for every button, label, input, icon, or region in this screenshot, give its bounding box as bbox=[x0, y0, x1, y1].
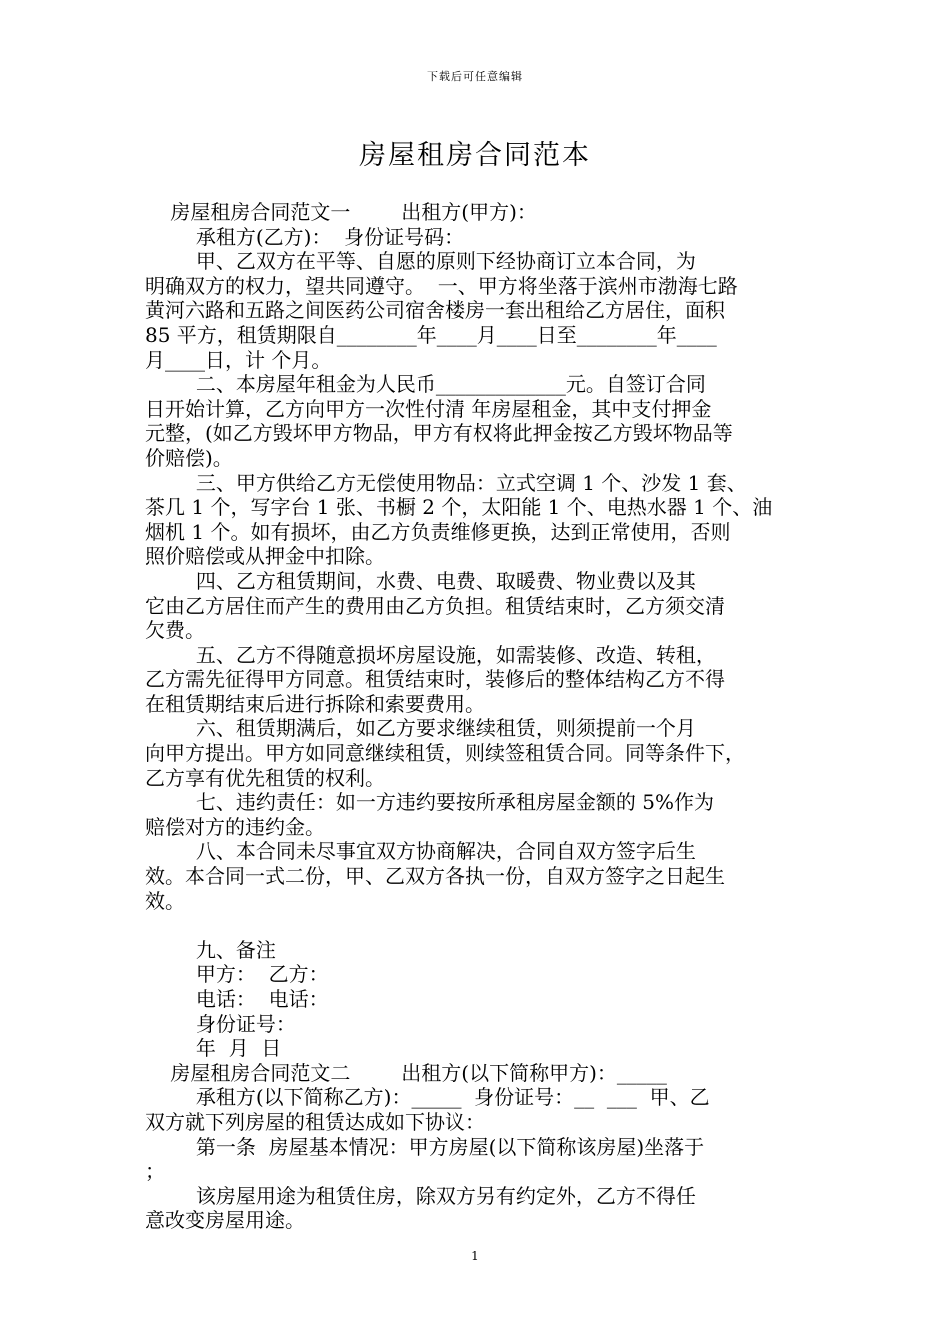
text-line: 效。 bbox=[145, 888, 185, 913]
text-line: 日开始计算，乙方向甲方一次性付清 年房屋租金，其中支付押金 bbox=[145, 396, 712, 421]
text-line: 效。本合同一式二份，甲、乙双方各执一份，自双方签字之日起生 bbox=[145, 864, 725, 889]
text-line: 价赔偿)。 bbox=[145, 445, 233, 470]
text-line: 黄河六路和五路之间医药公司宿舍楼房一套出租给乙方居住，面积 bbox=[145, 298, 725, 323]
text-line: ； bbox=[145, 1159, 165, 1184]
text-line: 七、违约责任：如一方违约要按所承租房屋金额的 5%作为 bbox=[145, 790, 714, 815]
text-line: 五、乙方不得随意损坏房屋设施，如需装修、改造、转租， bbox=[145, 642, 716, 667]
text-line: 明确双方的权力，望共同遵守。 一、甲方将坐落于滨州市渤海七路 bbox=[145, 273, 738, 298]
text-line: 乙方享有优先租赁的权利。 bbox=[145, 765, 385, 790]
text-line: 三、甲方供给乙方无偿使用物品：立式空调 1 个、沙发 1 套、 bbox=[145, 470, 747, 495]
text-line: 年 月 日 bbox=[145, 1036, 282, 1061]
text-line: 房屋租房合同范文一 出租方(甲方)： bbox=[145, 200, 537, 224]
text-line: 甲方： 乙方： bbox=[145, 962, 329, 987]
page-number: 1 bbox=[471, 1249, 479, 1263]
text-line: 烟机 1 个。如有损坏，由乙方负责维修更换，达到正常使用，否则 bbox=[145, 519, 731, 544]
text-line: 八、本合同未尽事宜双方协商解决，合同自双方签字后生 bbox=[145, 839, 696, 864]
text-line: 第一条 房屋基本情况：甲方房屋(以下简称该房屋)坐落于 bbox=[145, 1134, 705, 1159]
text-line: 该房屋用途为租赁住房，除双方另有约定外，乙方不得任 bbox=[145, 1183, 696, 1208]
text-line: 身份证号： bbox=[145, 1011, 296, 1036]
text-line: 乙方需先征得甲方同意。租赁结束时，装修后的整体结构乙方不得 bbox=[145, 667, 725, 692]
text-line: 四、乙方租赁期间，水费、电费、取暖费、物业费以及其 bbox=[145, 568, 696, 593]
text-line: 赔偿对方的违约金。 bbox=[145, 814, 325, 839]
text-line: 电话： 电话： bbox=[145, 987, 329, 1011]
text-line: 元整，(如乙方毁坏甲方物品，甲方有权将此押金按乙方毁坏物品等 bbox=[145, 421, 733, 446]
text-line: 照价赔偿或从押金中扣除。 bbox=[145, 544, 385, 569]
text-line: 六、租赁期满后，如乙方要求继续租赁，则须提前一个月 bbox=[145, 716, 696, 741]
text-line: 意改变房屋用途。 bbox=[145, 1208, 305, 1233]
text-line: 欠费。 bbox=[145, 618, 205, 643]
text-line: 它由乙方居住而产生的费用由乙方负担。租赁结束时，乙方须交清 bbox=[145, 593, 725, 618]
text-line: 双方就下列房屋的租赁达成如下协议： bbox=[145, 1109, 485, 1134]
header-note: 下载后可任意编辑 bbox=[427, 70, 523, 83]
text-line: 向甲方提出。甲方如同意继续租赁，则续签租赁合同。同等条件下， bbox=[145, 741, 745, 766]
text-line: 茶几 1 个，写字台 1 张、书橱 2 个，太阳能 1 个、电热水器 1 个、油 bbox=[145, 495, 773, 520]
text-line: 月____日，计 个月。 bbox=[145, 347, 332, 372]
text-line: 承租方(以下简称乙方)：_____ 身份证号：__ ___ 甲、乙 bbox=[145, 1085, 710, 1110]
text-line: 房屋租房合同范文二 出租方(以下简称甲方)：_____ bbox=[145, 1060, 667, 1085]
document-title: 房屋租房合同范本 bbox=[359, 140, 591, 171]
text-line: 85 平方，租赁期限自________年____月____日至________年____ bbox=[145, 322, 717, 347]
document-body bbox=[145, 200, 815, 1233]
text-line: 二、本房屋年租金为人民币_____________元。自签订合同 bbox=[145, 372, 706, 397]
text-line: 在租赁期结束后进行拆除和索要费用。 bbox=[145, 691, 485, 716]
text-line: 承租方(乙方)： 身份证号码： bbox=[145, 224, 465, 249]
text-line bbox=[145, 913, 815, 938]
text-line: 九、备注 bbox=[145, 937, 276, 962]
text-line: 甲、乙双方在平等、自愿的原则下经协商订立本合同，为 bbox=[145, 249, 696, 274]
